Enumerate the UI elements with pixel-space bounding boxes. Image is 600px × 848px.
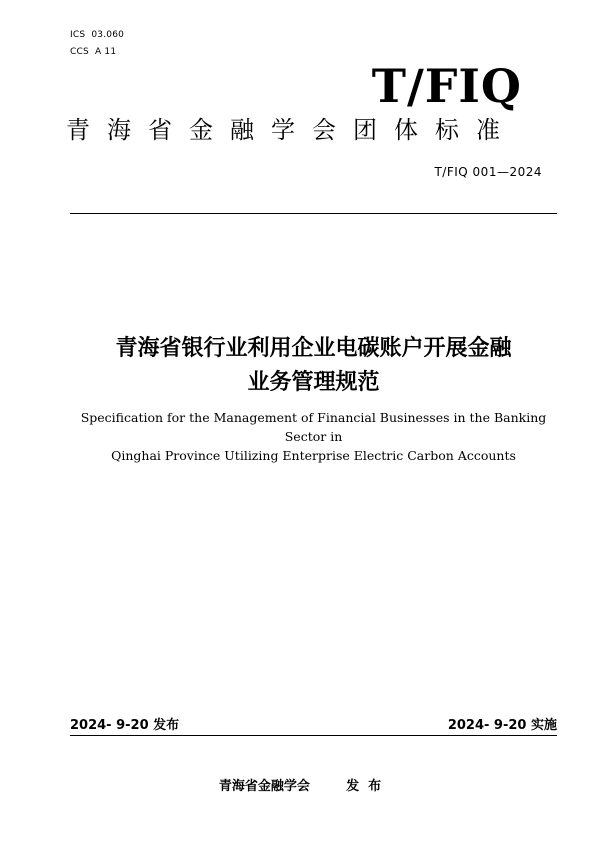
- issuer-line: [0, 775, 600, 794]
- organization-standard-title: 青海省金融学会团体标准: [66, 116, 517, 144]
- chinese-title-line-2: 业务管理规范: [247, 370, 380, 395]
- ccs-code: CCS A 11: [70, 47, 117, 57]
- chinese-title-line-1: 青海省银行业利用企业电碳账户开展金融: [115, 336, 512, 361]
- issuer-name: 青海省金融学会: [218, 779, 310, 794]
- implementation-date: 2024- 9-20 实施: [447, 718, 557, 733]
- bottom-divider: [70, 735, 557, 736]
- ics-code: ICS 03.060: [70, 30, 125, 40]
- publish-date: 2024- 9-20 发布: [70, 718, 180, 733]
- standard-logo: T/FIQ: [371, 59, 522, 113]
- english-title-line-1: Specification for the Management of Financial Businesses in the Banking Sector in: [80, 410, 547, 444]
- english-title-line-2: Qinghai Province Utilizing Enterprise Electric Carbon Accounts: [111, 448, 516, 463]
- issuer-action: 发 布: [346, 779, 382, 794]
- chinese-title: [60, 332, 567, 400]
- english-title: [70, 408, 557, 465]
- top-divider: [70, 213, 557, 214]
- standard-number: T/FIQ 001—2024: [434, 165, 542, 179]
